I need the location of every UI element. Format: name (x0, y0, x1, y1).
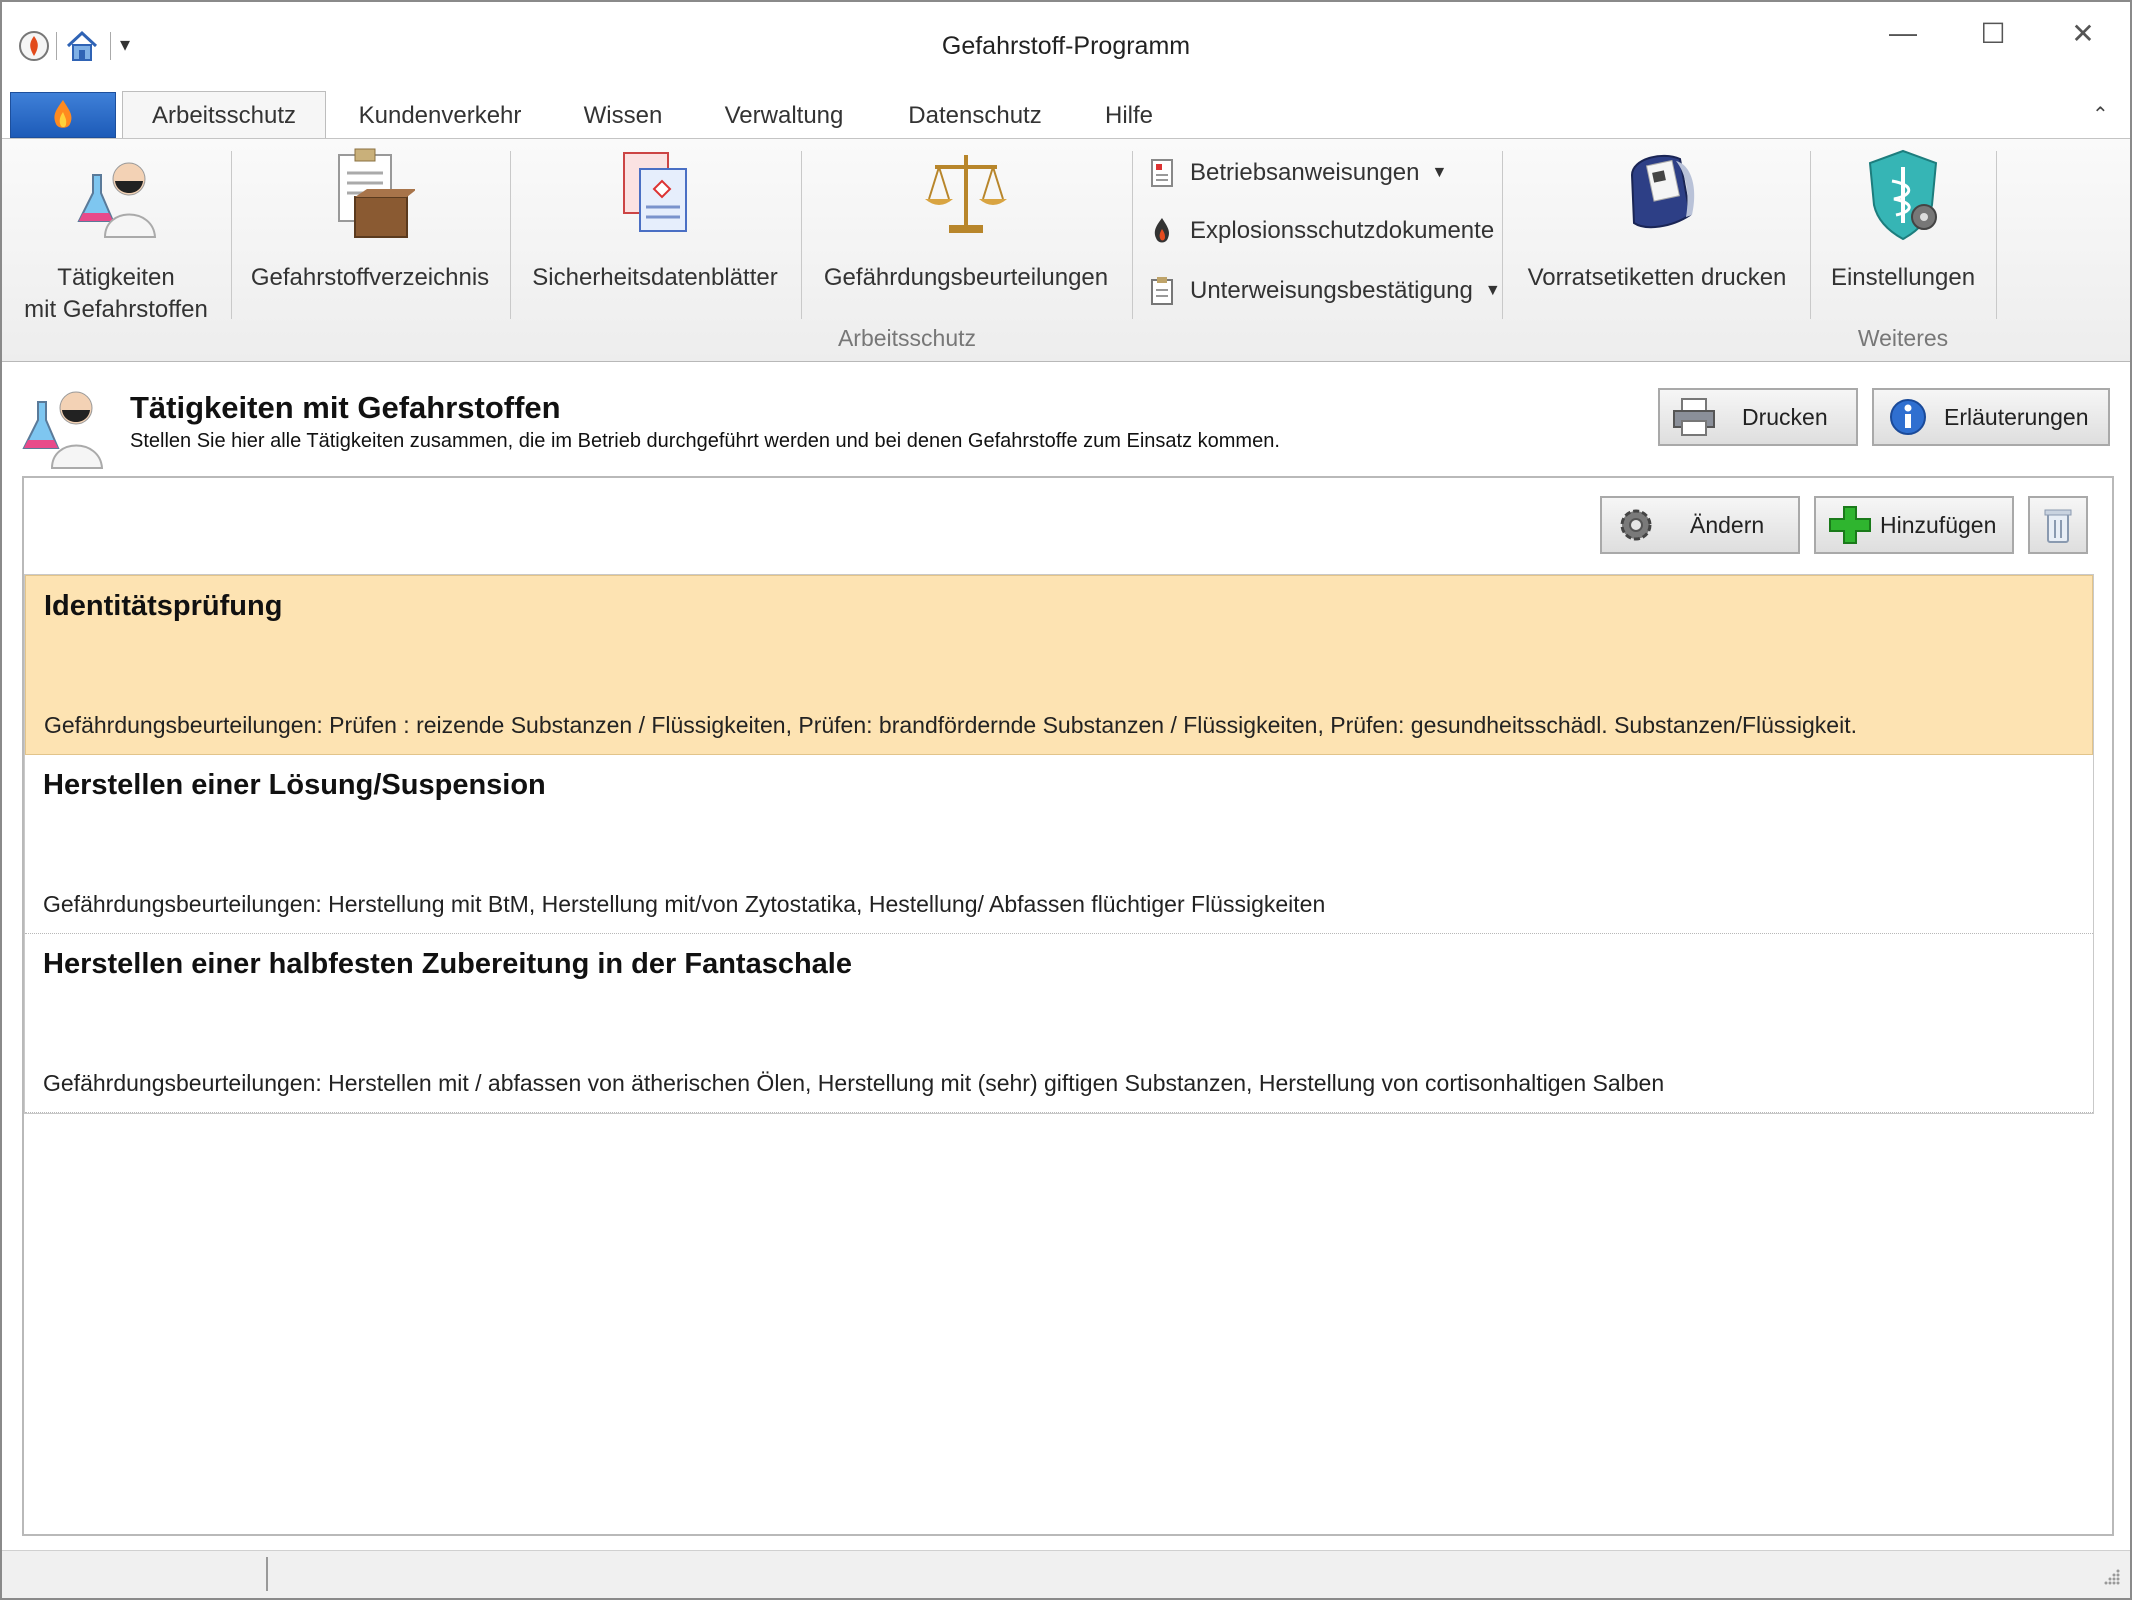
scales-icon (921, 145, 1011, 245)
ribbon-betriebsanweisungen-label: Betriebsanweisungen (1190, 159, 1420, 186)
document-icon (1148, 158, 1176, 188)
ribbon-gefaehrdungsbeurteilungen-label: Gefährdungsbeurteilungen (823, 264, 1109, 291)
tab-wissen[interactable]: Wissen (583, 102, 663, 129)
ribbon-separator (1132, 151, 1133, 319)
list-item[interactable] (25, 575, 2093, 755)
tab-verwaltung[interactable]: Verwaltung (724, 102, 844, 129)
collapse-ribbon-icon[interactable]: ⌃ (2092, 104, 2109, 126)
maximize-button[interactable]: ☐ (1980, 17, 2006, 49)
item-title: Identitätsprüfung (44, 590, 283, 622)
printer-icon (1670, 397, 1718, 437)
item-detail: Gefährdungsbeurteilungen: Herstellung mit BtM, Herstellung mit/von Zytostatika, Hestellung/ Abfassen flüchtiger Flüssigkeiten (43, 891, 1326, 917)
chemist-icon (71, 145, 161, 245)
item-detail: Gefährdungsbeurteilungen: Herstellen mit / abfassen von ätherischen Ölen, Herstellung mit (sehr) giftigen Substanzen, Herstellung von cortisonhaltigen Salben (43, 1070, 1665, 1096)
info-button-label: Erläuterungen (1944, 403, 2089, 430)
ribbon-explosionsschutz-button[interactable] (1148, 209, 1494, 253)
title-bar (2, 2, 2130, 90)
ribbon-explosionsschutz-label: Explosionsschutzdokumente (1190, 217, 1495, 244)
ribbon-vorratsetiketten-button[interactable] (1512, 145, 1802, 325)
ribbon-gefahrstoffverzeichnis-label: Gefahrstoffverzeichnis (250, 264, 490, 291)
ribbon-tab-row (2, 90, 2130, 138)
add-button-label: Hinzufügen (1880, 511, 1997, 538)
activity-list (24, 574, 2094, 1114)
item-detail: Gefährdungsbeurteilungen: Prüfen : reizende Substanzen / Flüssigkeiten, Prüfen: brandfördernde Substanzen / Flüssigkeiten, Prüfen: gesundheitsschädl. Substanzen/Flüssigkeit. (44, 712, 1857, 738)
ribbon-separator (1502, 151, 1503, 319)
status-separator (266, 1557, 268, 1591)
gear-icon (1612, 505, 1660, 545)
ribbon-gefahrstoffverzeichnis-button[interactable] (242, 145, 498, 325)
tab-arbeitsschutz[interactable]: Arbeitsschutz (122, 91, 326, 139)
resize-grip-icon[interactable] (2102, 1567, 2122, 1587)
ribbon-separator (1996, 151, 1997, 319)
ribbon-sicherheitsdatenblaetter-button[interactable] (520, 145, 790, 325)
safety-datasheet-icon (610, 145, 700, 245)
tab-datenschutz[interactable]: Datenschutz (908, 102, 1042, 129)
info-button[interactable] (1872, 388, 2110, 446)
page-title: Tätigkeiten mit Gefahrstoffen (130, 390, 561, 425)
tab-hilfe[interactable]: Hilfe (1104, 102, 1153, 129)
print-button[interactable] (1658, 388, 1858, 446)
ribbon-taetigkeiten-button[interactable] (8, 145, 224, 325)
add-button[interactable] (1814, 496, 2014, 554)
chevron-down-icon: ▼ (1484, 282, 1501, 299)
status-bar (2, 1550, 2130, 1599)
ribbon-separator (510, 151, 511, 319)
trash-icon (2043, 506, 2073, 544)
clipboard-box-icon (325, 145, 415, 245)
item-title: Herstellen einer halbfesten Zubereitung in der Fantaschale (43, 948, 852, 980)
close-button[interactable]: ✕ (2071, 17, 2095, 49)
ribbon-unterweisung-label: Unterweisungsbestätigung (1190, 277, 1473, 304)
ribbon-taetigkeiten-label-2: mit Gefahrstoffen (24, 296, 208, 323)
ribbon-group-arbeitsschutz-label: Arbeitsschutz (837, 325, 977, 351)
list-item[interactable] (25, 755, 2093, 934)
window-title: Gefahrstoff-Programm (941, 32, 1191, 60)
ribbon-gefaehrdungsbeurteilungen-button[interactable] (810, 145, 1122, 325)
page-description: Stellen Sie hier alle Tätigkeiten zusammen, die im Betrieb durchgeführt werden und bei denen Gefahrstoffe zum Einsatz kommen. (130, 430, 1280, 452)
list-item[interactable] (25, 934, 2093, 1113)
ribbon-einstellungen-label: Einstellungen (1830, 264, 1976, 291)
fire-icon (1148, 216, 1176, 246)
chevron-down-icon: ▼ (1431, 164, 1448, 181)
ribbon-betriebsanweisungen-button[interactable] (1148, 151, 1447, 195)
minimize-button[interactable]: — (1889, 17, 1917, 48)
ribbon-separator (1810, 151, 1811, 319)
chemist-icon (16, 376, 112, 472)
clipboard-icon (1148, 276, 1176, 306)
ribbon-group-weiteres-label: Weiteres (1857, 325, 1949, 351)
item-title: Herstellen einer Lösung/Suspension (43, 769, 546, 801)
file-menu-button[interactable] (10, 92, 116, 138)
ribbon-unterweisung-button[interactable] (1148, 269, 1501, 313)
page-header (2, 362, 2130, 476)
ribbon-separator (231, 151, 232, 319)
ribbon-separator (801, 151, 802, 319)
flame-icon (48, 98, 78, 132)
edit-button-label: Ändern (1690, 511, 1765, 538)
edit-button[interactable] (1600, 496, 1800, 554)
qat-customize-dropdown-icon[interactable]: ▾ (120, 34, 131, 56)
info-icon (1884, 397, 1932, 437)
ribbon-sicherheitsdatenblaetter-label: Sicherheitsdatenblätter (532, 264, 778, 291)
plus-icon (1826, 505, 1874, 545)
tab-kundenverkehr[interactable]: Kundenverkehr (358, 102, 522, 129)
ribbon-taetigkeiten-label-1: Tätigkeiten (57, 264, 175, 291)
ribbon-vorratsetiketten-label: Vorratsetiketten drucken (1527, 264, 1787, 291)
delete-button[interactable] (2028, 496, 2088, 554)
print-button-label: Drucken (1742, 403, 1828, 430)
ribbon-einstellungen-button[interactable] (1818, 145, 1988, 325)
medical-shield-gear-icon (1858, 145, 1948, 245)
label-printer-icon (1612, 145, 1702, 245)
ribbon (2, 138, 2130, 363)
